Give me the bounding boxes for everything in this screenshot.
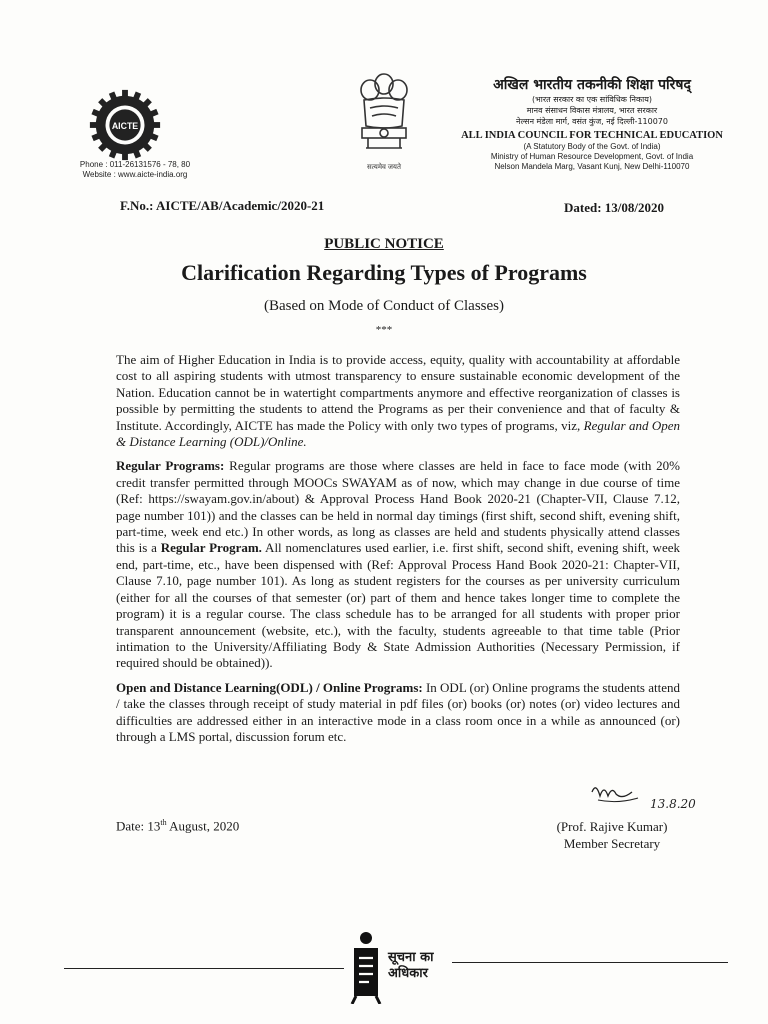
rti-icon <box>348 930 384 1004</box>
paragraph-odl <box>116 680 680 746</box>
regular-heading: Regular Programs: <box>116 458 225 474</box>
logo-text: AICTE <box>111 120 139 131</box>
notice-body <box>116 352 680 753</box>
hindi-line-3: नेल्सन मंडेला मार्ग, वसंत कुंज, नई दिल्ली-110070 <box>516 117 668 126</box>
regular-text-a: Regular programs are those where classes are held in face to face mode (with 20% credit transfer permitted through MOOCs SWAYAM as of now, which may change in due course of time (Ref: https://swayam.gov.in/about) & Approval Process Hand Book 2020-21 (Chapter-VII, Clause 7.12, page number 101)) and the classes can be held in normal day timings (first shift, second shift, evening shift, part-time, week end etc.) In other words, as long as classes are held and students physically attend classes this is a <box>116 458 680 556</box>
hindi-title: अखिल भारतीय तकनीकी शिक्षा परिषद् <box>493 77 691 93</box>
website: Website : www.aicte-india.org <box>82 170 188 179</box>
regular-bold: Regular Program. <box>160 540 262 556</box>
national-emblem-icon <box>352 68 416 164</box>
signatory-designation: Member Secretary <box>563 836 661 851</box>
notice-heading: PUBLIC NOTICE <box>324 236 444 252</box>
hindi-line-2: मानव संसाधन विकास मंत्रालय, भारत सरकार <box>526 106 658 115</box>
footer-divider-left <box>64 968 344 969</box>
english-line-3: Nelson Mandela Marg, Vasant Kunj, New Delhi-110070 <box>494 162 690 171</box>
footer-divider-right <box>452 962 728 963</box>
aicte-logo <box>86 86 164 164</box>
file-number: F.No.: AICTE/AB/Academic/2020-21 <box>120 198 325 213</box>
handwritten-signature <box>588 778 698 818</box>
date-sup: th <box>160 818 167 827</box>
intro-italic: Regular and Open & Distance Learning (ODL)/Online. <box>116 417 681 450</box>
separator: *** <box>375 324 393 336</box>
hindi-line-1: (भारत सरकार का एक सांविधिक निकाय) <box>532 95 652 104</box>
date-suffix: August, 2020 <box>166 818 240 834</box>
signature-date: 13.8.20 <box>650 797 696 811</box>
paragraph-regular <box>116 458 680 671</box>
organization-header <box>440 76 744 172</box>
signatory-name: (Prof. Rajive Kumar) <box>556 819 668 834</box>
notice-subtitle: (Based on Mode of Conduct of Classes) <box>264 298 504 314</box>
english-line-2: Ministry of Human Resource Development, Govt. of India <box>490 152 694 161</box>
rti-line-1: सूचना का <box>388 950 434 965</box>
signatory <box>540 818 684 852</box>
english-title: ALL INDIA COUNCIL FOR TECHNICAL EDUCATION <box>461 130 723 141</box>
closing-date <box>116 818 239 834</box>
odl-heading: Open and Distance Learning(ODL) / Online Programs: <box>116 679 423 695</box>
intro-text: The aim of Higher Education in India is to provide access, equity, quality with accountability at affordable cost to all aspiring students with utmost transparency to ensure sustainable economic development of the Nation. Education cannot be in watertight compartments anymore and effective reorganization of classes is possible by permitting the students to attend the Programs as per their convenience and that of faculty & Institute. Accordingly, AICTE has made the Policy with only two types of programs, viz, <box>116 352 680 433</box>
date-line: Dated: 13/08/2020 <box>564 200 665 215</box>
odl-text: In ODL (or) Online programs the students attend / take the classes through receipt of study material in pdf files (or) books (or) notes (or) video lectures and difficulties are addressed either in an interactive mode in a class room once in a while as announced (or) through a LMS portal, discussion forum etc. <box>116 679 681 744</box>
regular-text-b: All nomenclatures used earlier, i.e. first shift, second shift, evening shift, week end, part-time, etc., have been dispensed with (Ref: Approval Process Hand Book 2020-21: Chapter-VII, Clause 7.10, page number 101). As long as student registers for the courses as per university curriculum (either for all the courses of that semester (or) part of them and hence takes longer time to complete the program) it is a regular course. The class schedule has to be arranged for all students with proper prior transparent announcement (website, etc.), with the faculty, students agreeable to that time table (Prior intimation to the University/Affiliating Body & State Admission Authorities (Necessary Permission, if required should be obtained)). <box>116 540 680 671</box>
emblem-motto: सत्यमेव जयते <box>367 163 401 171</box>
notice-title: Clarification Regarding Types of Programs <box>181 260 587 285</box>
rti-line-2: अधिकार <box>388 966 428 981</box>
contact-info <box>70 160 200 180</box>
english-line-1: (A Statutory Body of the Govt. of India) <box>523 142 661 151</box>
paragraph-intro <box>116 352 680 450</box>
date-prefix: Date: 13 <box>116 818 161 834</box>
rti-text <box>388 950 434 982</box>
phone: Phone : 011-26131576 - 78, 80 <box>79 160 191 169</box>
